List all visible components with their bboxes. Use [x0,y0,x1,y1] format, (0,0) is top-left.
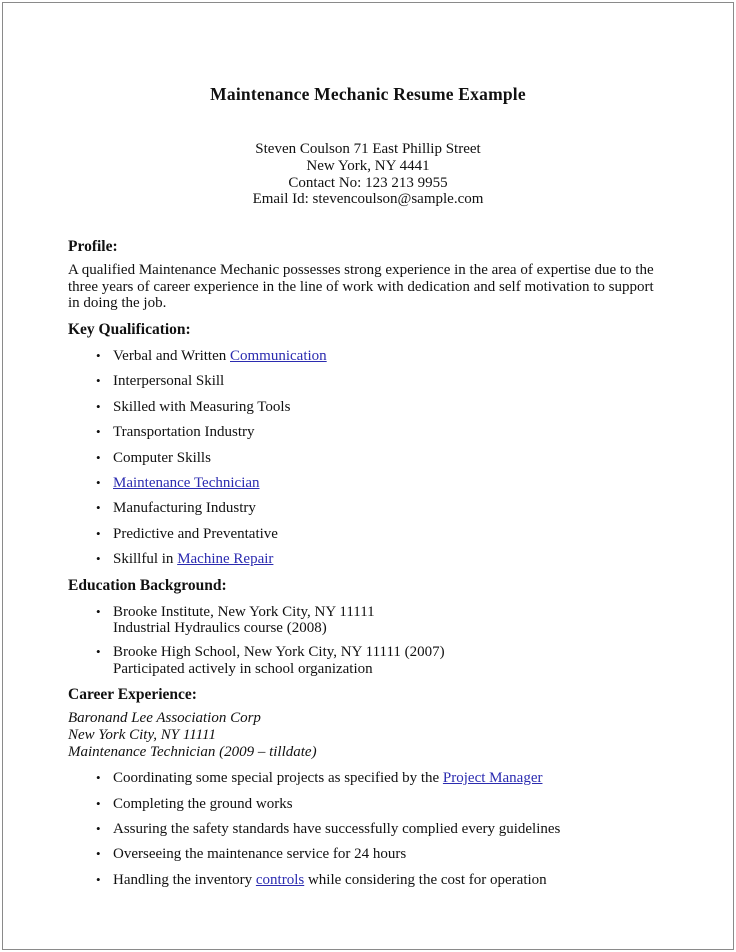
list-item-text [113,500,668,516]
list-item-text [113,796,668,812]
bullet-icon: • [96,424,101,440]
list-item-text [113,424,668,440]
text-segment: Interpersonal Skill [113,373,225,390]
profile-heading: Profile: [68,238,118,256]
list-item-text [113,604,668,637]
employer-name: Baronand Lee Association Corp [68,710,261,727]
list-item [68,872,668,888]
bullet-icon: • [96,500,101,516]
bullet-icon: • [96,821,101,837]
list-item [68,399,668,415]
bullet-icon: • [96,449,101,465]
list-item-text [113,821,668,837]
contact-name-address: Steven Coulson 71 East Phillip Street [255,141,481,157]
contact-email: Email Id: stevencoulson@sample.com [252,191,484,208]
text-segment: Coordinating some special projects as specified by the [113,770,443,787]
text-segment: Predictive and Preventative [113,525,278,542]
text-segment: Skilled with Measuring Tools [113,398,291,415]
bullet-icon: • [96,871,101,887]
text-segment: Verbal and Written [113,347,230,364]
list-item [68,770,668,786]
career-list [68,770,668,888]
list-item [68,348,668,364]
bullet-icon: • [96,644,101,660]
bullet-icon: • [96,347,101,363]
list-item-text [113,475,668,491]
profile-paragraph: A qualified Maintenance Mechanic possesses strong experience in the area of expertise due to the three years of career experience in the line of work with dedication and self motivation to support in doing the job. [68,262,654,312]
list-item [68,846,668,862]
inline-link[interactable]: Communication [230,347,327,364]
bullet-icon: • [96,551,101,567]
list-item [68,551,668,567]
bullet-icon: • [96,525,101,541]
list-item [68,500,668,516]
key-qualification-list [68,348,668,568]
education-line: Industrial Hydraulics course (2008) [113,620,327,637]
key-qualification-heading: Key Qualification: [68,320,191,338]
career-heading: Career Experience: [68,686,197,704]
list-item [68,604,668,637]
page-title: Maintenance Mechanic Resume Example [210,84,526,104]
list-item-text [113,846,668,862]
list-item [68,450,668,466]
list-item-text [113,644,668,677]
bullet-icon: • [96,475,101,490]
education-line: Participated actively in school organization [113,660,373,677]
list-item [68,373,668,389]
inline-link[interactable]: Machine Repair [177,551,274,568]
employer-location: New York City, NY 11111 [68,727,216,744]
text-segment: Manufacturing Industry [113,500,256,517]
bullet-icon: • [96,770,101,786]
bullet-icon: • [96,373,101,389]
text-segment: Skillful in [113,551,178,568]
bullet-icon: • [96,795,101,811]
list-item-text [113,872,668,888]
bullet-icon: • [96,603,101,619]
list-item [68,796,668,812]
list-item-text [113,399,668,415]
list-item-text [113,450,668,466]
inline-link[interactable]: controls [255,871,305,888]
list-item-text [113,770,668,786]
text-segment: Overseeing the maintenance service for 24 hours [113,846,407,863]
contact-phone: Contact No: 123 213 9955 [288,174,448,191]
list-item [68,526,668,542]
text-segment: Handling the inventory [113,871,256,888]
list-item-text [113,551,668,567]
list-item [68,821,668,837]
text-segment: Computer Skills [113,449,211,466]
list-item [68,475,668,491]
text-segment: Completing the ground works [113,795,293,812]
bullet-icon: • [96,846,101,862]
text-segment: Transportation Industry [113,424,255,441]
bullet-icon: • [96,398,101,414]
inline-link[interactable]: Maintenance Technician [113,475,260,491]
contact-city: New York, NY 4441 [306,157,430,174]
education-line: Brooke High School, New York City, NY 11111 (2007) [113,644,445,661]
education-line: Brooke Institute, New York City, NY 11111 [113,603,375,620]
list-item-text [113,348,668,364]
employer-position: Maintenance Technician (2009 – tilldate) [68,744,317,761]
text-segment: Assuring the safety standards have successfully complied every guidelines [113,821,561,838]
contact-block [68,141,668,208]
list-item-text [113,373,668,389]
employer-block [68,710,668,761]
list-item-text [113,526,668,542]
education-heading: Education Background: [68,576,227,594]
education-list [68,604,668,678]
list-item [68,424,668,440]
list-item [68,644,668,677]
inline-link[interactable]: Project Manager [442,770,543,787]
text-segment: while considering the cost for operation [304,871,547,888]
